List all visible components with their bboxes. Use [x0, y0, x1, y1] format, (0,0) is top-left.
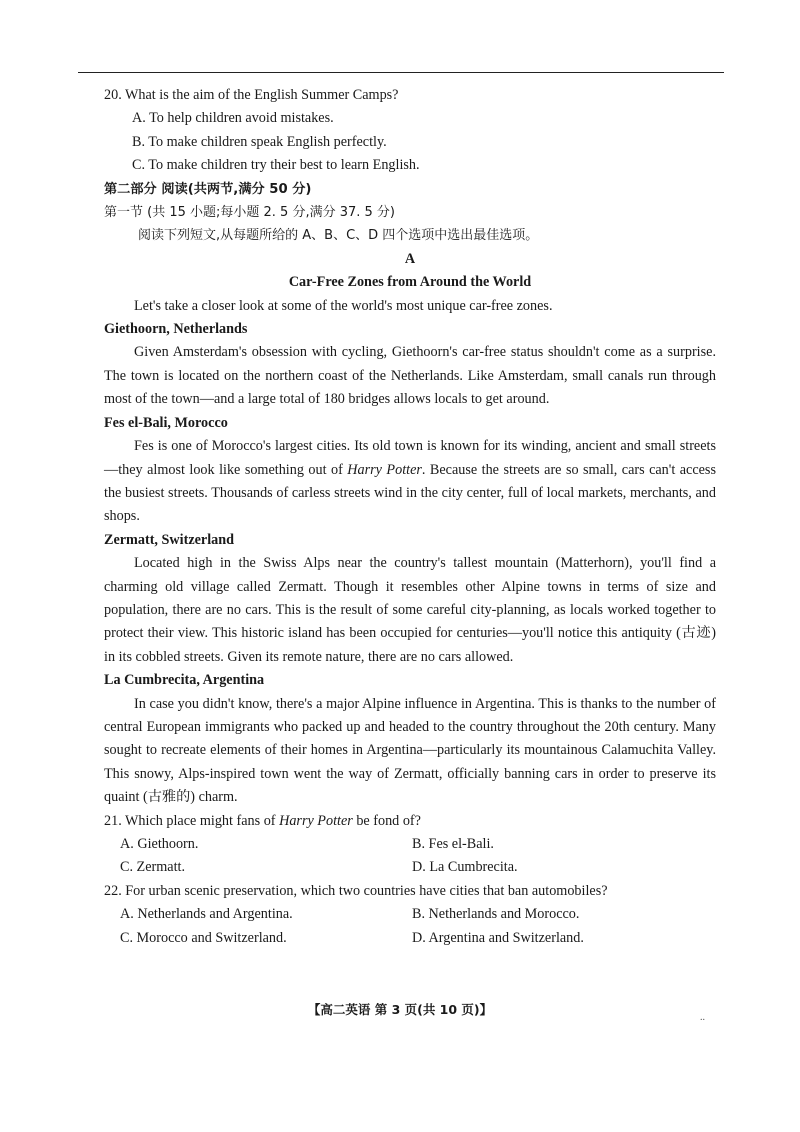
q22-option-d: D. Argentina and Switzerland.: [412, 929, 584, 946]
place-heading-la-cumbrecita: La Cumbrecita, Argentina: [104, 672, 265, 689]
q21-stem-part1: 21. Which place might fans of: [104, 812, 280, 829]
q21-option-c: C. Zermatt.: [120, 859, 186, 876]
q21-option-d: D. La Cumbrecita.: [412, 859, 518, 876]
q22-options: [104, 903, 716, 950]
q21-option-b: B. Fes el-Bali.: [412, 836, 494, 852]
q22-stem: 22. For urban scenic preservation, which two countries have cities that ban automobiles?: [104, 882, 608, 899]
place-heading-giethoorn: Giethoorn, Netherlands: [104, 321, 248, 338]
reading-instruction: 阅读下列短文,从每题所给的 A、B、C、D 四个选项中选出最佳选项。: [138, 228, 539, 244]
part2-heading: 第二部分 阅读(共两节,满分 50 分): [104, 181, 312, 197]
q21-stem-part2: be fond of?: [352, 812, 421, 829]
q22-option-a: A. Netherlands and Argentina.: [120, 906, 293, 923]
q21-stem: [104, 810, 716, 833]
q21-option-a: A. Giethoorn.: [120, 836, 199, 852]
place-text-giethoorn: Given Amsterdam's obsession with cycling, Giethoorn's car-free status shouldn't come as a surprise. The town is located on the northern coast of the Netherlands. Like Amsterdam, small canals run through most of the town—and a large total of 180 bridges allows locals to get around.: [104, 344, 716, 408]
place-text-la-cumbrecita: In case you didn't know, there's a major Alpine influence in Argentina. This is thanks to the number of central European immigrants who packed up and headed to the country throughout the 20th century. Many sought to recreate elements of their homes in Argentina—particularly its mountainous Calamuchita Valley. This snowy, Alps-inspired town went the way of Zermatt, officially banning cars in order to preserve its quaint (古雅的) charm.: [104, 695, 716, 806]
q22-option-b: B. Netherlands and Morocco.: [412, 906, 580, 923]
corner-mark: ..: [700, 1012, 705, 1023]
top-rule: [78, 72, 724, 73]
passage-intro: Let's take a closer look at some of the world's most unique car-free zones.: [134, 297, 553, 314]
fes-text-part1: Fes is one of Morocco's largest cities. Its old town is known for its winding, ancient and small streets—they almost look like something out of: [104, 438, 716, 478]
place-text-fes: [104, 435, 716, 529]
q22-option-c: C. Morocco and Switzerland.: [120, 929, 287, 946]
page-footer: 【高二英语 第 3 页(共 10 页)】: [307, 1002, 493, 1017]
place-heading-fes: Fes el-Bali, Morocco: [104, 414, 228, 431]
passage-letter: A: [404, 250, 416, 267]
place-heading-zermatt: Zermatt, Switzerland: [104, 531, 235, 548]
fes-text-harry-potter: Harry Potter: [347, 461, 422, 478]
q21-options: [104, 833, 716, 880]
passage-title: Car-Free Zones from Around the World: [288, 274, 532, 291]
q20-option-c: C. To make children try their best to learn English.: [132, 157, 420, 174]
section1-heading: 第一节 (共 15 小题;每小题 2. 5 分,满分 37. 5 分): [104, 205, 396, 221]
q20-option-b: B. To make children speak English perfectly.: [132, 133, 387, 150]
fes-text-part2: . Because the streets are so small, cars can't access the busiest streets. Thousands of carless streets wind in the city center, full of local markets, merchants, and shops.: [104, 461, 716, 525]
q20-option-a: A. To help children avoid mistakes.: [132, 110, 334, 127]
page-content: [104, 84, 716, 950]
q20-stem: 20. What is the aim of the English Summer Camps?: [104, 87, 399, 103]
q21-stem-harry-potter: Harry Potter: [279, 812, 353, 829]
place-text-zermatt: Located high in the Swiss Alps near the country's tallest mountain (Matterhorn), you'll find a charming old village called Zermatt. Though it resembles other Alpine towns in terms of size and population, there are no cars. This is the result of some careful city-planning, as locals worked together to protect their view. This historic island has been occupied for centuries—you'll notice this antiquity (古迹) in its cobbled streets. Given its remote nature, there are no cars allowed.: [104, 555, 716, 665]
